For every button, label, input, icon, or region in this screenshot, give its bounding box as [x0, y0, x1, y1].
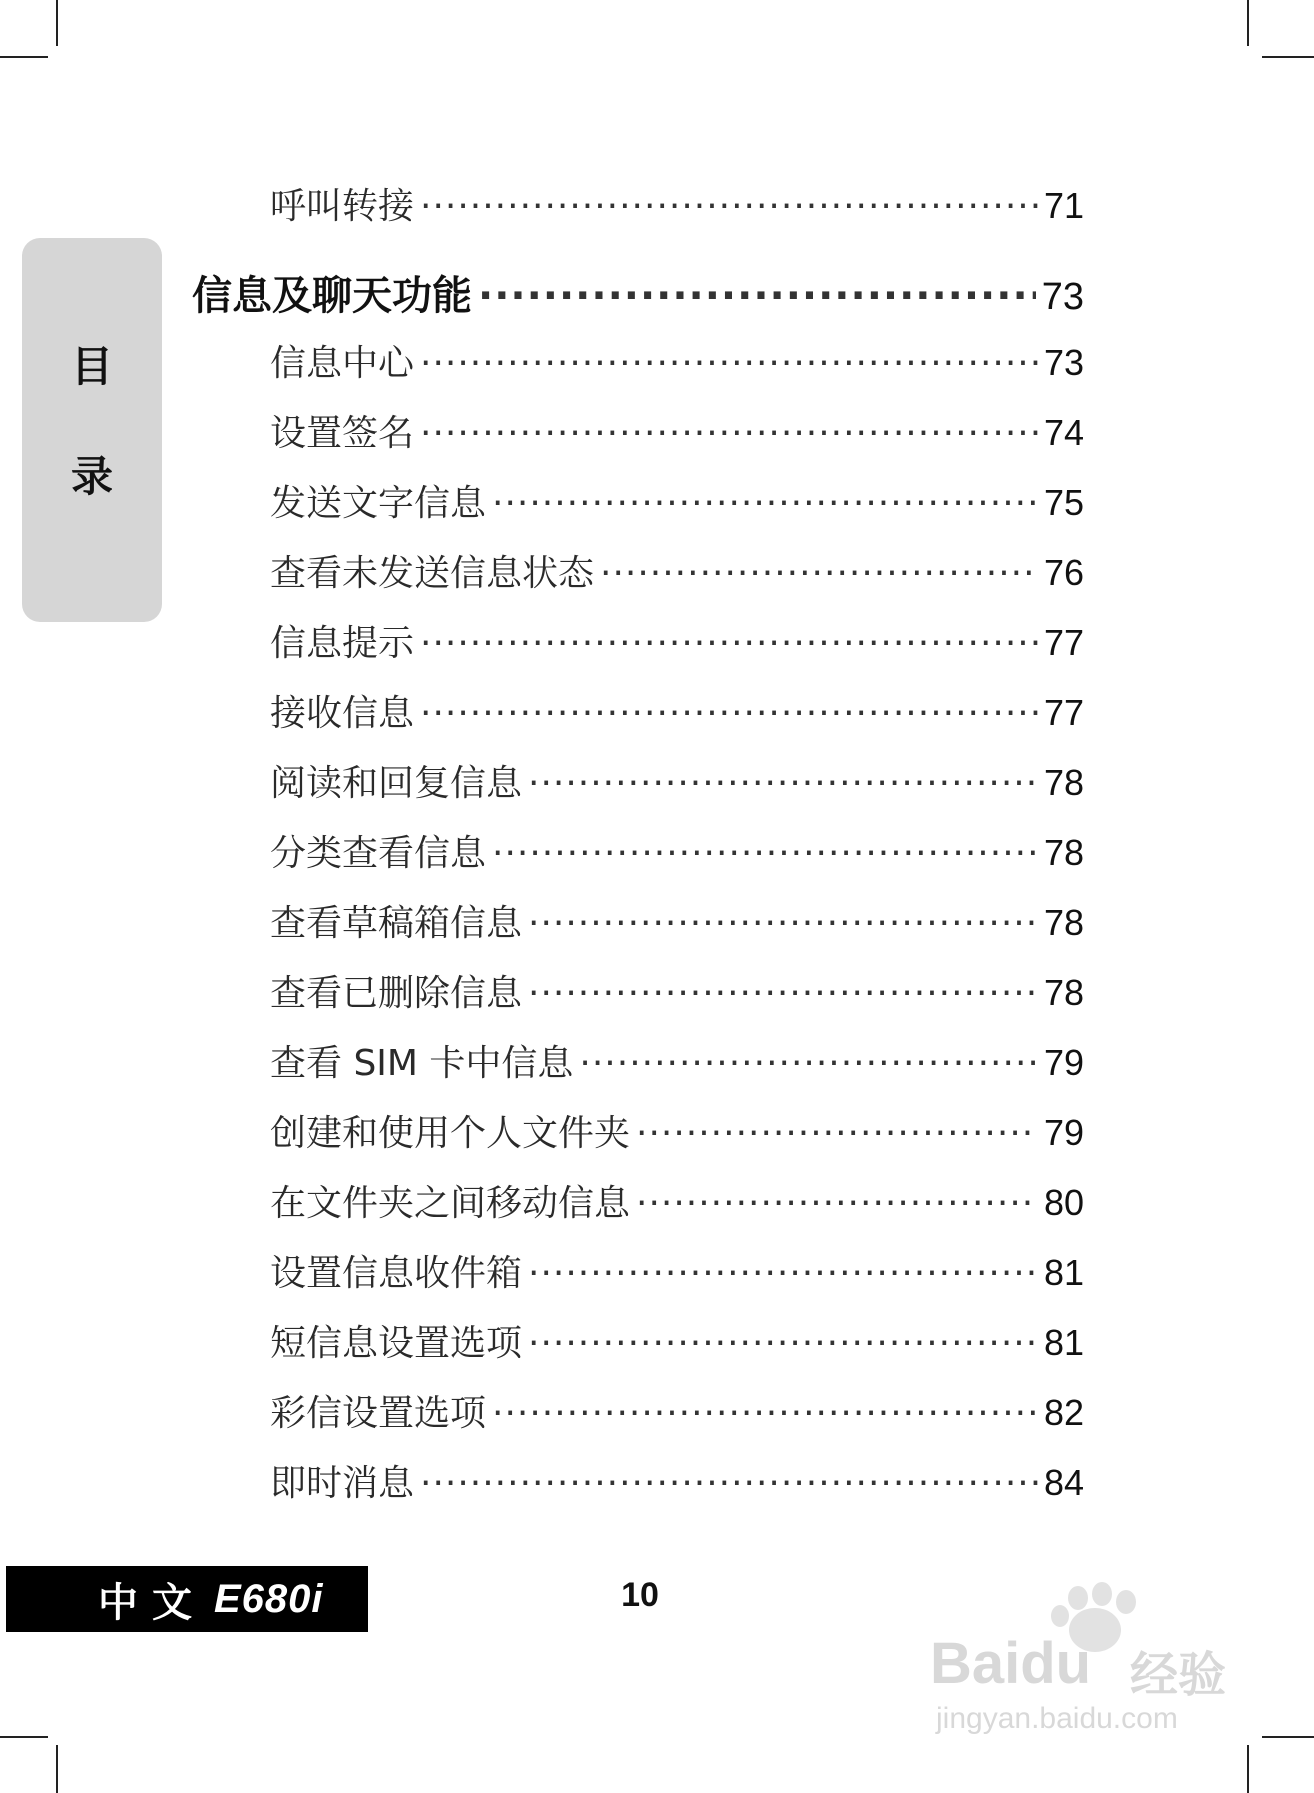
baidu-watermark — [930, 1580, 1240, 1740]
side-tab-char-2: 录 — [70, 452, 113, 501]
toc-entry-title: 创建和使用个人文件夹 — [270, 1113, 631, 1154]
toc-entry-page: 74 — [1043, 412, 1084, 453]
toc-entry[interactable] — [270, 685, 1084, 736]
dot-leader — [420, 413, 1038, 454]
toc-entry-title: 分类查看信息 — [270, 833, 487, 874]
footer-language: 中文 — [98, 1580, 206, 1625]
crop-mark — [0, 1736, 48, 1738]
toc-entry-page: 76 — [1043, 552, 1084, 593]
toc-entry[interactable] — [270, 895, 1084, 946]
toc-entry[interactable] — [270, 545, 1084, 596]
toc-entry-title: 信息提示 — [270, 623, 415, 664]
toc-entry-page: 78 — [1043, 902, 1084, 943]
toc-entry-title: 即时消息 — [270, 1463, 415, 1504]
toc-entry-page: 81 — [1043, 1322, 1084, 1363]
toc-entry-page: 84 — [1043, 1462, 1084, 1503]
toc-section-title: 信息及聊天功能 — [192, 273, 472, 319]
dot-leader — [420, 693, 1038, 734]
watermark-brand: Baidu — [930, 1631, 1092, 1696]
toc-entry-title: 呼叫转接 — [270, 186, 415, 227]
crop-mark — [1262, 56, 1314, 58]
toc-entry-page: 78 — [1043, 832, 1084, 873]
toc-entry-title: 接收信息 — [270, 693, 415, 734]
toc-entry-title: 短信息设置选项 — [270, 1323, 523, 1364]
toc-entry[interactable] — [270, 178, 1084, 229]
crop-mark — [0, 56, 48, 58]
toc-entry-title: 设置签名 — [270, 413, 415, 454]
dot-leader — [492, 1393, 1038, 1434]
dot-leader — [478, 273, 1036, 319]
toc-entry-page: 81 — [1043, 1252, 1084, 1293]
toc-entry-page: 77 — [1043, 692, 1084, 733]
toc-entry-title: 查看已删除信息 — [270, 973, 523, 1014]
toc-entry-title: 发送文字信息 — [270, 483, 487, 524]
toc-entry[interactable] — [270, 965, 1084, 1016]
dot-leader — [579, 1043, 1038, 1084]
toc-entry-title: 查看草稿箱信息 — [270, 903, 523, 944]
dot-leader — [528, 903, 1038, 944]
crop-mark — [56, 0, 58, 46]
toc-entry-title: 信息中心 — [270, 343, 415, 384]
toc-entry[interactable] — [270, 825, 1084, 876]
toc-entry-title: 查看 SIM 卡中信息 — [270, 1043, 574, 1084]
toc-entry-page: 73 — [1043, 342, 1084, 383]
dot-leader — [492, 833, 1038, 874]
toc-entry-page: 78 — [1043, 972, 1084, 1013]
toc-entry-page: 78 — [1043, 762, 1084, 803]
toc-entry[interactable] — [270, 1245, 1084, 1296]
toc-entry[interactable] — [270, 1385, 1084, 1436]
toc-entry-title: 在文件夹之间移动信息 — [270, 1183, 631, 1224]
toc-entry[interactable] — [270, 1105, 1084, 1156]
dot-leader — [420, 623, 1038, 664]
crop-mark — [1247, 1745, 1249, 1793]
dot-leader — [528, 763, 1038, 804]
toc-entry-page: 75 — [1043, 482, 1084, 523]
side-tab-char-1: 目 — [70, 342, 113, 391]
dot-leader — [420, 1463, 1038, 1504]
dot-leader — [492, 483, 1038, 524]
toc-entry-page: 71 — [1043, 185, 1084, 226]
toc-entry-page: 79 — [1043, 1112, 1084, 1153]
toc-entry[interactable] — [270, 1455, 1084, 1506]
toc-entry[interactable] — [270, 615, 1084, 666]
toc-entry[interactable] — [270, 1175, 1084, 1226]
dot-leader — [600, 553, 1038, 594]
toc-entry[interactable] — [270, 335, 1084, 386]
dot-leader — [636, 1113, 1038, 1154]
toc-entry[interactable] — [270, 1315, 1084, 1366]
dot-leader — [528, 1253, 1038, 1294]
crop-mark — [1247, 0, 1249, 46]
crop-mark — [1262, 1736, 1314, 1738]
dot-leader — [636, 1183, 1038, 1224]
side-tab — [22, 238, 162, 622]
toc-entry-title: 阅读和回复信息 — [270, 763, 523, 804]
toc-entry-page: 80 — [1043, 1182, 1084, 1223]
footer-model: E680i — [214, 1576, 324, 1621]
toc-section[interactable] — [192, 264, 1084, 321]
toc-entry[interactable] — [270, 755, 1084, 806]
dot-leader — [420, 343, 1038, 384]
toc-entry[interactable] — [270, 405, 1084, 456]
dot-leader — [528, 973, 1038, 1014]
toc-section-page: 73 — [1041, 276, 1084, 318]
page-number: 10 — [621, 1576, 659, 1614]
watermark-url: jingyan.baidu.com — [936, 1702, 1178, 1735]
crop-mark — [56, 1745, 58, 1793]
toc-entry[interactable] — [270, 1035, 1084, 1086]
toc-entry-title: 彩信设置选项 — [270, 1393, 487, 1434]
dot-leader — [420, 186, 1038, 227]
dot-leader — [528, 1323, 1038, 1364]
toc-entry-page: 79 — [1043, 1042, 1084, 1083]
watermark-service: 经验 — [1130, 1649, 1227, 1702]
toc-entry-page: 82 — [1043, 1392, 1084, 1433]
toc-entry-title: 设置信息收件箱 — [270, 1253, 523, 1294]
toc-entry-page: 77 — [1043, 622, 1084, 663]
footer-product-label — [6, 1566, 368, 1632]
toc-entry-title: 查看未发送信息状态 — [270, 553, 595, 594]
toc-entry[interactable] — [270, 475, 1084, 526]
